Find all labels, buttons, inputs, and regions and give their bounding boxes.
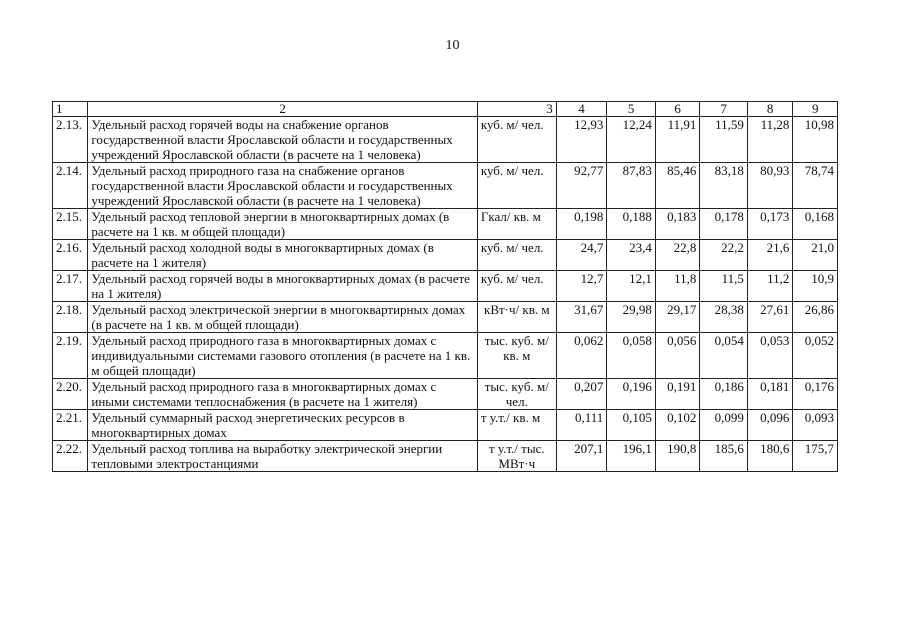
value-cell: 0,096 — [747, 410, 793, 441]
value-cell: 12,24 — [607, 117, 656, 163]
row-number: 2.13. — [53, 117, 88, 163]
value-cell: 12,7 — [556, 271, 607, 302]
value-cell: 10,9 — [793, 271, 838, 302]
row-unit: т у.т./ кв. м — [477, 410, 556, 441]
header-cell: 5 — [607, 102, 656, 117]
row-number: 2.20. — [53, 379, 88, 410]
row-unit: куб. м/ чел. — [477, 117, 556, 163]
row-number: 2.18. — [53, 302, 88, 333]
value-cell: 0,111 — [556, 410, 607, 441]
value-cell: 196,1 — [607, 441, 656, 472]
row-number: 2.14. — [53, 163, 88, 209]
value-cell: 0,181 — [747, 379, 793, 410]
header-cell: 6 — [655, 102, 700, 117]
value-cell: 27,61 — [747, 302, 793, 333]
value-cell: 21,6 — [747, 240, 793, 271]
row-description: Удельный расход горячей воды на снабжение органов государственной власти Ярославской области и государственных учреждений Ярославской области (в расчете на 1 человека) — [88, 117, 477, 163]
header-cell: 2 — [88, 102, 477, 117]
row-unit: Гкал/ кв. м — [477, 209, 556, 240]
value-cell: 85,46 — [655, 163, 700, 209]
row-number: 2.21. — [53, 410, 88, 441]
value-cell: 31,67 — [556, 302, 607, 333]
value-cell: 24,7 — [556, 240, 607, 271]
value-cell: 0,062 — [556, 333, 607, 379]
value-cell: 11,91 — [655, 117, 700, 163]
value-cell: 92,77 — [556, 163, 607, 209]
value-cell: 22,8 — [655, 240, 700, 271]
value-cell: 29,98 — [607, 302, 656, 333]
value-cell: 0,099 — [700, 410, 748, 441]
row-description: Удельный суммарный расход энергетических ресурсов в многоквартирных домах — [88, 410, 477, 441]
value-cell: 0,178 — [700, 209, 748, 240]
row-number: 2.17. — [53, 271, 88, 302]
row-unit: куб. м/ чел. — [477, 271, 556, 302]
row-unit: кВт·ч/ кв. м — [477, 302, 556, 333]
value-cell: 0,186 — [700, 379, 748, 410]
value-cell: 0,054 — [700, 333, 748, 379]
row-description: Удельный расход холодной воды в многоквартирных домах (в расчете на 1 жителя) — [88, 240, 477, 271]
header-cell: 9 — [793, 102, 838, 117]
row-unit: куб. м/ чел. — [477, 240, 556, 271]
value-cell: 0,188 — [607, 209, 656, 240]
row-description: Удельный расход природного газа в многоквартирных домах с индивидуальными системами газового отопления (в расчете на 1 кв. м общей площади) — [88, 333, 477, 379]
value-cell: 0,168 — [793, 209, 838, 240]
header-cell: 8 — [747, 102, 793, 117]
row-number: 2.16. — [53, 240, 88, 271]
value-cell: 11,8 — [655, 271, 700, 302]
row-unit: т у.т./ тыс. МВт·ч — [477, 441, 556, 472]
value-cell: 0,207 — [556, 379, 607, 410]
value-cell: 10,98 — [793, 117, 838, 163]
table-row — [53, 333, 838, 379]
value-cell: 23,4 — [607, 240, 656, 271]
table-row — [53, 379, 838, 410]
header-cell: 3 — [477, 102, 556, 117]
value-cell: 87,83 — [607, 163, 656, 209]
value-cell: 185,6 — [700, 441, 748, 472]
row-number: 2.22. — [53, 441, 88, 472]
row-description: Удельный расход топлива на выработку электрической энергии тепловыми электростанциями — [88, 441, 477, 472]
value-cell: 0,056 — [655, 333, 700, 379]
value-cell: 80,93 — [747, 163, 793, 209]
value-cell: 0,183 — [655, 209, 700, 240]
row-number: 2.19. — [53, 333, 88, 379]
value-cell: 0,191 — [655, 379, 700, 410]
table-row — [53, 441, 838, 472]
header-cell: 1 — [53, 102, 88, 117]
value-cell: 11,28 — [747, 117, 793, 163]
value-cell: 29,17 — [655, 302, 700, 333]
value-cell: 11,2 — [747, 271, 793, 302]
value-cell: 11,5 — [700, 271, 748, 302]
table-row — [53, 302, 838, 333]
value-cell: 0,173 — [747, 209, 793, 240]
table-row — [53, 271, 838, 302]
value-cell: 12,93 — [556, 117, 607, 163]
table-row — [53, 410, 838, 441]
value-cell: 28,38 — [700, 302, 748, 333]
row-number: 2.15. — [53, 209, 88, 240]
row-description: Удельный расход тепловой энергии в многоквартирных домах (в расчете на 1 кв. м общей площади) — [88, 209, 477, 240]
header-row — [53, 102, 838, 117]
value-cell: 0,102 — [655, 410, 700, 441]
value-cell: 26,86 — [793, 302, 838, 333]
value-cell: 0,058 — [607, 333, 656, 379]
row-description: Удельный расход электрической энергии в многоквартирных домах (в расчете на 1 кв. м общей площади) — [88, 302, 477, 333]
value-cell: 190,8 — [655, 441, 700, 472]
page-number: 10 — [445, 38, 460, 53]
value-cell: 0,196 — [607, 379, 656, 410]
value-cell: 12,1 — [607, 271, 656, 302]
header-cell: 4 — [556, 102, 607, 117]
table-row — [53, 117, 838, 163]
value-cell: 78,74 — [793, 163, 838, 209]
value-cell: 180,6 — [747, 441, 793, 472]
table-row — [53, 163, 838, 209]
value-cell: 175,7 — [793, 441, 838, 472]
value-cell: 0,053 — [747, 333, 793, 379]
value-cell: 11,59 — [700, 117, 748, 163]
value-cell: 21,0 — [793, 240, 838, 271]
value-cell: 207,1 — [556, 441, 607, 472]
value-cell: 83,18 — [700, 163, 748, 209]
table-row — [53, 209, 838, 240]
value-cell: 0,198 — [556, 209, 607, 240]
table-row — [53, 240, 838, 271]
row-unit: куб. м/ чел. — [477, 163, 556, 209]
row-unit: тыс. куб. м/ чел. — [477, 379, 556, 410]
value-cell: 0,093 — [793, 410, 838, 441]
value-cell: 0,176 — [793, 379, 838, 410]
value-cell: 22,2 — [700, 240, 748, 271]
value-cell: 0,105 — [607, 410, 656, 441]
header-cell: 7 — [700, 102, 748, 117]
row-description: Удельный расход горячей воды в многоквартирных домах (в расчете на 1 жителя) — [88, 271, 477, 302]
row-description: Удельный расход природного газа на снабжение органов государственной власти Ярославской области и государственных учреждений Ярославской области (в расчете на 1 человека) — [88, 163, 477, 209]
row-description: Удельный расход природного газа в многоквартирных домах с иными системами теплоснабжения (в расчете на 1 жителя) — [88, 379, 477, 410]
consumption-table — [52, 101, 838, 472]
value-cell: 0,052 — [793, 333, 838, 379]
row-unit: тыс. куб. м/ кв. м — [477, 333, 556, 379]
